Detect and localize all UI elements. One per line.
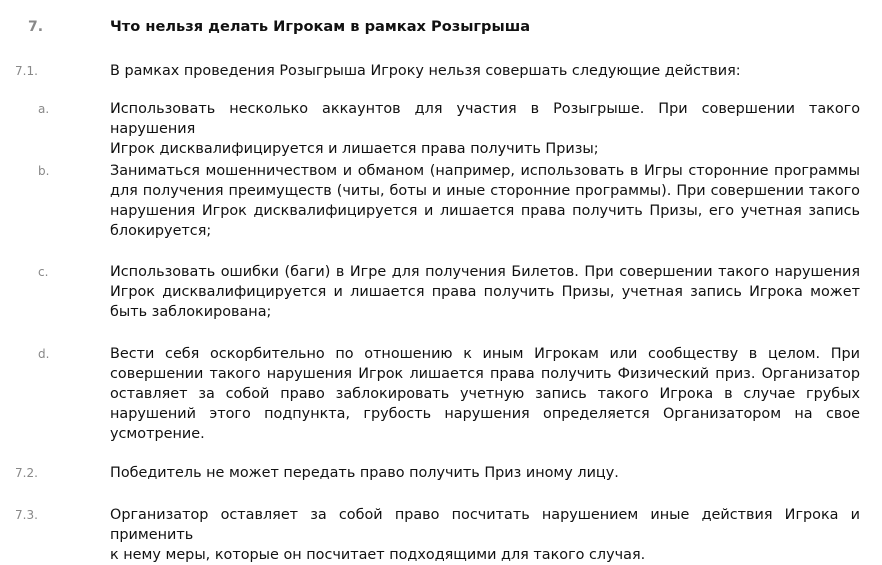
list-item-text [110, 99, 860, 159]
text-line: Вести себя оскорбительно по отношению к иным Игрокам или сообществу в целом. При [110, 346, 860, 362]
clause-text: Победитель не может передать право получить Приз иному лицу. [110, 465, 619, 481]
list-item-letter: a. [38, 102, 50, 116]
text-line: оставляет за собой право заблокировать учетную запись такого Игрока в случае грубых [110, 386, 860, 402]
text-line: нарушений этого подпункта, грубость нарушения определяется Организатором на свое [110, 406, 860, 422]
clause-number: 7.2. [15, 466, 38, 480]
text-line: Использовать ошибки (баги) в Игре для получения Билетов. При совершении такого нарушения [110, 264, 860, 280]
section-title: Что нельзя делать Игрокам в рамках Розыгрыша [110, 18, 531, 35]
clause-number: 7.1. [15, 64, 38, 78]
clause-text [110, 505, 860, 565]
text-line: Игрок дисквалифицируется и лишается права получить Призы; [110, 141, 599, 157]
list-item-text [110, 262, 860, 322]
clause-text: В рамках проведения Розыгрыша Игроку нельзя совершать следующие действия: [110, 63, 741, 79]
list-item-letter: d. [38, 347, 50, 361]
text-line: усмотрение. [110, 426, 205, 442]
text-line: совершении такого нарушения Игрок лишается права получить Физический приз. Организатор [110, 366, 860, 382]
text-line: для получения преимуществ (читы, боты и иные сторонние программы). При совершении такого [110, 183, 860, 199]
clause-number: 7.3. [15, 508, 38, 522]
text-line: Игрок дисквалифицируется и лишается права получить Призы, учетная запись Игрока может [110, 284, 860, 300]
text-line: Организатор оставляет за собой право посчитать нарушением иные действия Игрока и применить [110, 507, 860, 543]
text-line: блокируется; [110, 223, 212, 239]
list-item-text [110, 344, 860, 444]
section-number: 7. [28, 19, 44, 35]
text-line: нарушения Игрок дисквалифицируется и лишается права получить Призы, его учетная запись [110, 203, 860, 219]
text-line: Использовать несколько аккаунтов для участия в Розыгрыше. При совершении такого нарушения [110, 101, 860, 137]
text-line: Заниматься мошенничеством и обманом (например, использовать в Игры сторонние программы [110, 163, 860, 179]
list-item-letter: b. [38, 164, 50, 178]
list-item-letter: c. [38, 265, 49, 279]
text-line: к нему меры, которые он посчитает подходящими для такого случая. [110, 547, 646, 563]
list-item-text [110, 161, 860, 241]
text-line: быть заблокирована; [110, 304, 272, 320]
